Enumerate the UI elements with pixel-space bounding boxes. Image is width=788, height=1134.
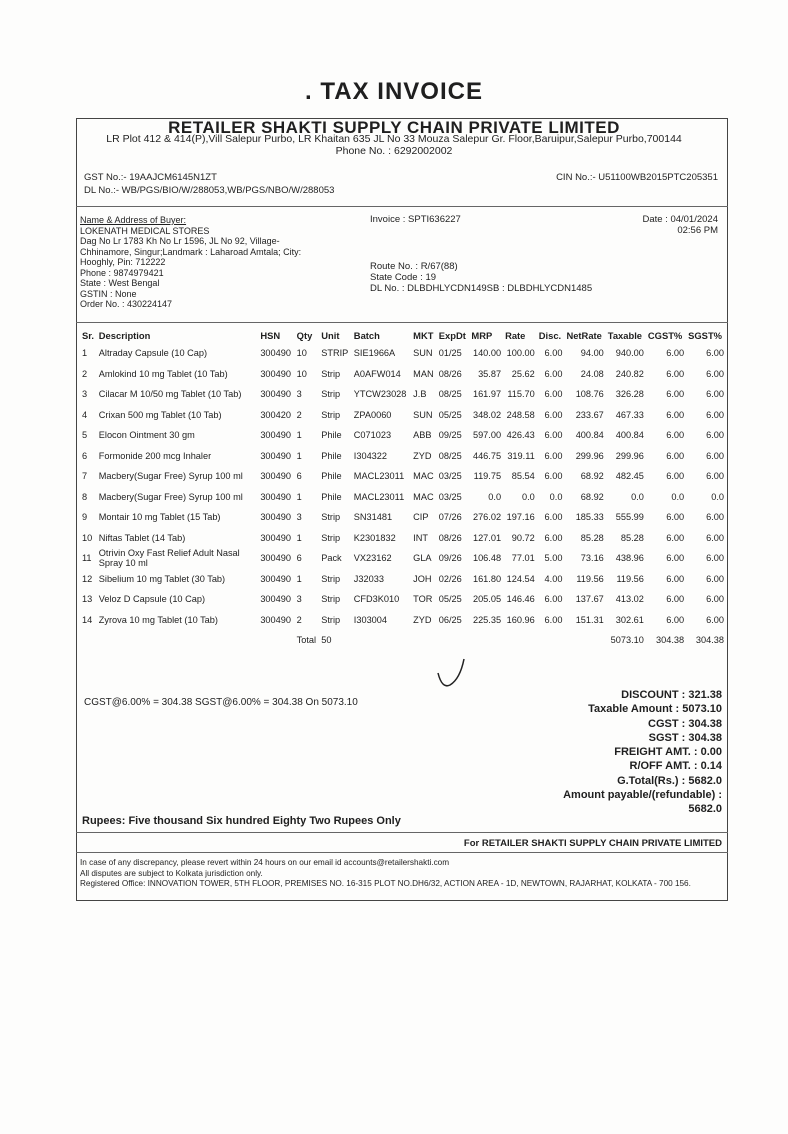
divider: [76, 832, 728, 833]
column-header: Description: [98, 330, 151, 341]
table-cell: INT: [413, 532, 428, 543]
table-cell: 01/25: [438, 348, 462, 359]
table-cell: 233.67: [575, 409, 604, 420]
table-cell: 240.82: [615, 368, 644, 379]
table-cell: Veloz D Capsule (10 Cap): [98, 594, 206, 605]
table-cell: 11: [82, 553, 92, 564]
table-cell: 300490: [260, 471, 291, 482]
column-header: Qty: [296, 330, 313, 341]
table-cell: 03/25: [438, 471, 462, 482]
table-cell: VX23162: [353, 553, 392, 564]
table-cell: 85.28: [580, 532, 604, 543]
column-header: ExpDt: [438, 330, 466, 341]
table-cell: 0.0: [549, 491, 563, 502]
table-cell: 3: [296, 512, 302, 523]
column-header: Taxable: [607, 330, 643, 341]
table-row: [80, 548, 726, 569]
buyer-phone: Phone : 9874979421: [80, 267, 164, 278]
table-cell: 1: [296, 450, 302, 461]
table-cell: 2: [296, 614, 302, 625]
buyer-gstin: GSTIN : None: [80, 288, 137, 299]
company-name: RETAILER SHAKTI SUPPLY CHAIN PRIVATE LIMITED: [168, 118, 620, 137]
table-cell: MAC: [413, 491, 434, 502]
table-cell: Otrivin Oxy Fast Relief Adult Nasal Spray 10 ml: [98, 548, 240, 569]
table-cell: 05/25: [438, 409, 462, 420]
table-cell: 400.84: [575, 430, 604, 441]
invoice-number: Invoice : SPTI636227: [370, 214, 461, 225]
table-cell: 12: [82, 573, 93, 584]
table-cell: 482.45: [615, 471, 644, 482]
table-cell: MACL23011: [353, 471, 405, 482]
table-cell: J32033: [353, 573, 384, 584]
invoice-dl-number: DL No. : DLBDHLYCDN149SB : DLBDHLYCDN1485: [370, 283, 593, 294]
company-address-block: [60, 133, 728, 157]
table-cell: 10: [82, 532, 93, 543]
table-cell: 6.00: [666, 594, 685, 605]
column-header: MRP: [471, 330, 493, 341]
table-row: [80, 384, 726, 405]
table-cell: 205.05: [472, 594, 502, 605]
table-cell: MACL23011: [353, 491, 405, 502]
table-cell: I304322: [353, 450, 388, 461]
table-cell: 6: [296, 553, 302, 564]
table-cell: 6.00: [666, 430, 685, 441]
table-cell: 05/25: [438, 594, 462, 605]
table-cell: 9: [82, 512, 88, 523]
table-cell: 4: [82, 409, 88, 420]
table-cell: 6: [296, 471, 302, 482]
table-cell: 106.48: [472, 553, 502, 564]
buyer-order-number: Order No. : 430224147: [80, 299, 173, 309]
table-cell: 597.00: [472, 430, 502, 441]
table-cell: 555.99: [615, 512, 644, 523]
table-cell: SUN: [413, 409, 433, 420]
table-cell: J.B: [413, 389, 427, 400]
table-cell: 124.54: [506, 573, 535, 584]
table-cell: 438.96: [615, 553, 644, 564]
table-cell: 276.02: [472, 512, 502, 523]
table-cell: 161.80: [472, 573, 502, 584]
buyer-state: State : West Bengal: [80, 278, 160, 288]
table-cell: A0AFW014: [353, 368, 401, 379]
table-cell: 6.00: [544, 512, 563, 523]
items-table: [80, 328, 726, 651]
table-cell: Formonide 200 mcg Inhaler: [98, 450, 212, 461]
table-cell: 09/25: [438, 430, 462, 441]
table-cell: 6.00: [666, 532, 685, 543]
amount-payable-label: Amount payable/(refundable) :: [563, 789, 722, 802]
table-row: [80, 569, 726, 590]
table-cell: 6.00: [666, 409, 685, 420]
table-row: [80, 610, 726, 631]
grand-total: G.Total(Rs.) : 5682.0: [617, 774, 722, 787]
table-cell: GLA: [413, 553, 432, 564]
table-cell: 300490: [260, 614, 291, 625]
table-row: [80, 364, 726, 385]
amount-payable-value: 5682.0: [688, 803, 722, 816]
table-cell: 0.0: [711, 491, 724, 502]
gst-number: GST No.:- 19AAJCM6145N1ZT: [84, 172, 217, 183]
table-cell: 6.00: [706, 553, 724, 564]
table-cell: 08/26: [438, 532, 462, 543]
column-header: HSN: [260, 330, 281, 341]
table-cell: 2: [296, 409, 302, 420]
table-cell: CIP: [413, 512, 429, 523]
table-cell: Zyrova 10 mg Tablet (10 Tab): [98, 614, 218, 625]
totals-block: [563, 688, 722, 817]
table-cell: 161.97: [472, 389, 502, 400]
table-cell: Strip: [321, 409, 341, 420]
table-cell: MAC: [413, 471, 434, 482]
table-cell: 6.00: [544, 368, 563, 379]
table-cell: 6.00: [706, 614, 724, 625]
handwritten-check-mark: [430, 655, 470, 695]
table-cell: SN31481: [353, 512, 393, 523]
divider: [76, 852, 728, 853]
table-cell: 326.28: [615, 389, 644, 400]
table-cell: 348.02: [472, 409, 502, 420]
table-cell: 06/25: [438, 614, 462, 625]
table-cell: 68.92: [580, 471, 604, 482]
table-cell: 85.54: [511, 471, 535, 482]
table-cell: Phile: [321, 430, 342, 441]
table-cell: 300490: [260, 348, 291, 359]
table-cell: 6.00: [544, 389, 563, 400]
table-cell: C071023: [353, 430, 392, 441]
table-cell: 08/25: [438, 389, 462, 400]
buyer-address-line: Hooghly, Pin: 712222: [80, 257, 166, 267]
table-cell: 6.00: [666, 553, 685, 564]
table-cell: 108.76: [575, 389, 604, 400]
company-phone: Phone No. : 6292002002: [335, 145, 453, 157]
table-total-row: [80, 630, 726, 651]
table-cell: 146.46: [506, 594, 535, 605]
table-cell: 6.00: [706, 512, 724, 523]
table-cell: 300420: [260, 409, 291, 420]
cgst-amount: CGST : 304.38: [648, 717, 722, 730]
table-cell: Montair 10 mg Tablet (15 Tab): [98, 512, 221, 523]
column-header: Batch: [353, 330, 380, 341]
table-cell: 6.00: [544, 409, 563, 420]
column-header: Disc.: [538, 330, 562, 341]
discount: DISCOUNT : 321.38: [621, 689, 722, 701]
table-cell: 7: [82, 471, 88, 482]
table-cell: 300490: [260, 553, 291, 564]
table-cell: 6.00: [666, 368, 685, 379]
table-cell: Strip: [321, 573, 341, 584]
column-header: Sr.: [82, 330, 94, 341]
table-cell: 300490: [260, 389, 291, 400]
table-cell: 5: [82, 430, 88, 441]
table-row: [80, 446, 726, 467]
table-cell: 09/26: [438, 553, 462, 564]
table-cell: 6.00: [666, 512, 685, 523]
table-cell: Phile: [321, 471, 342, 482]
gst-summary-line: CGST@6.00% = 304.38 SGST@6.00% = 304.38 On 5073.10: [84, 697, 358, 708]
table-cell: 119.56: [616, 573, 644, 584]
column-header: Unit: [321, 330, 340, 341]
for-company-signature: For RETAILER SHAKTI SUPPLY CHAIN PRIVATE LIMITED: [463, 838, 722, 849]
table-cell: 68.92: [580, 491, 604, 502]
table-cell: 6.00: [706, 389, 724, 400]
table-cell: 14: [82, 614, 93, 625]
table-cell: Amlokind 10 mg Tablet (10 Tab): [98, 368, 228, 379]
table-cell: 300490: [260, 430, 291, 441]
sgst-amount: SGST : 304.38: [648, 731, 722, 744]
items-table-body: [80, 343, 726, 630]
table-cell: 300490: [260, 368, 291, 379]
table-cell: 6.00: [544, 614, 563, 625]
table-cell: 151.31: [575, 614, 604, 625]
table-cell: JOH: [413, 573, 432, 584]
table-cell: 10: [296, 348, 307, 359]
table-cell: 03/25: [438, 491, 462, 502]
table-cell: 299.96: [615, 450, 644, 461]
table-cell: 300490: [260, 450, 291, 461]
table-cell: Strip: [321, 594, 341, 605]
table-cell: 6.00: [544, 430, 563, 441]
table-cell: 197.16: [506, 512, 535, 523]
table-cell: Elocon Ointment 30 gm: [98, 430, 195, 441]
table-cell: 300490: [260, 491, 291, 502]
buyer-block: [80, 215, 301, 310]
table-cell: Strip: [321, 368, 341, 379]
table-header-row: [80, 328, 726, 343]
table-cell: Phile: [321, 450, 342, 461]
table-cell: 3: [296, 389, 302, 400]
table-cell: 300490: [260, 532, 291, 543]
table-cell: 77.01: [511, 553, 535, 564]
buyer-heading: Name & Address of Buyer:: [80, 215, 187, 225]
table-cell: Sibelium 10 mg Tablet (30 Tab): [98, 573, 226, 584]
table-cell: 10: [296, 368, 307, 379]
table-cell: Altraday Capsule (10 Cap): [98, 348, 208, 359]
table-cell: Strip: [321, 512, 341, 523]
table-cell: 6.00: [706, 409, 724, 420]
table-cell: 940.00: [615, 348, 644, 359]
table-cell: 0.0: [671, 491, 685, 502]
divider: [76, 322, 728, 323]
table-cell: 1: [296, 532, 302, 543]
state-code: State Code : 19: [370, 272, 437, 283]
column-header: MKT: [413, 330, 434, 341]
table-cell: 185.33: [575, 512, 604, 523]
table-cell: 446.75: [472, 450, 502, 461]
column-header: Rate: [505, 330, 526, 341]
table-cell: 6.00: [706, 430, 724, 441]
table-cell: 6: [82, 450, 88, 461]
buyer-name: LOKENATH MEDICAL STORES: [80, 225, 210, 236]
column-header: SGST%: [688, 330, 723, 341]
table-cell: 6.00: [544, 348, 563, 359]
table-cell: 07/26: [438, 512, 462, 523]
table-cell: 6.00: [666, 573, 685, 584]
table-cell: MAN: [413, 368, 434, 379]
document-title: . TAX INVOICE: [305, 78, 483, 105]
table-cell: 6.00: [666, 614, 685, 625]
table-cell: Macbery(Sugar Free) Syrup 100 ml: [98, 471, 243, 482]
table-cell: 319.11: [507, 450, 535, 461]
table-cell: 299.96: [575, 450, 604, 461]
table-cell: 6.00: [666, 450, 685, 461]
invoice-date: Date : 04/01/2024: [642, 214, 718, 225]
column-header: NetRate: [566, 330, 602, 341]
route-number: Route No. : R/67(88): [370, 261, 458, 272]
table-row: [80, 589, 726, 610]
roff-amount: R/OFF AMT. : 0.14: [629, 760, 722, 773]
cin-number: CIN No.:- U51100WB2015PTC205351: [556, 172, 718, 183]
table-cell: 1: [82, 348, 88, 359]
table-cell: 1: [296, 573, 302, 584]
table-row: [80, 343, 726, 364]
table-cell: 0.0: [631, 491, 644, 502]
table-row: [80, 487, 726, 508]
footer-line: In case of any discrepancy, please revert within 24 hours on our email id accounts@retailershakti.com: [80, 858, 450, 867]
table-cell: 2: [82, 368, 88, 379]
table-cell: 6.00: [706, 450, 724, 461]
table-cell: 6.00: [706, 532, 724, 543]
table-cell: 100.00: [506, 348, 535, 359]
table-cell: YTCW23028: [353, 389, 407, 400]
table-cell: ZPA0060: [353, 409, 392, 420]
table-cell: 6.00: [706, 368, 724, 379]
table-cell: CFD3K010: [353, 594, 400, 605]
table-cell: 300490: [260, 573, 291, 584]
table-cell: 6.00: [706, 573, 724, 584]
table-row: [80, 507, 726, 528]
freight-amount: FREIGHT AMT. : 0.00: [614, 746, 722, 759]
table-cell: 248.58: [506, 409, 535, 420]
table-cell: 6.00: [544, 594, 563, 605]
table-cell: 225.35: [472, 614, 502, 625]
table-cell: 25.62: [511, 368, 535, 379]
buyer-address-line: Chhinamore, Singur;Landmark : Laharoad Amtala; City:: [80, 246, 302, 257]
table-cell: 6.00: [706, 348, 724, 359]
table-cell: 6.00: [706, 594, 724, 605]
table-cell: ABB: [413, 430, 432, 441]
table-cell: 426.43: [506, 430, 535, 441]
table-cell: TOR: [413, 594, 433, 605]
table-cell: 35.87: [478, 368, 502, 379]
total-cgst: 304.38: [656, 635, 685, 646]
dl-number: DL No.:- WB/PGS/BIO/W/288053,WB/PGS/NBO/W/288053: [84, 185, 335, 196]
total-label: Total: [296, 635, 317, 646]
table-cell: 90.72: [511, 532, 535, 543]
table-cell: 119.56: [576, 573, 604, 584]
footer-line: Registered Office: INNOVATION TOWER, 5TH FLOOR, PREMISES NO. 16-315 PLOT NO.DH6/32, ACTION AREA - 1D, NEWTOWN, RAJARHAT, KOLKATA - 700 156.: [80, 879, 691, 888]
table-cell: 300490: [260, 594, 291, 605]
table-cell: 6.00: [666, 471, 685, 482]
table-cell: Niftas Tablet (14 Tab): [98, 532, 186, 543]
table-cell: 6.00: [544, 450, 563, 461]
total-taxable: 5073.10: [610, 635, 644, 646]
total-sgst: 304.38: [695, 635, 724, 646]
table-cell: Strip: [321, 532, 341, 543]
table-cell: 119.75: [473, 471, 502, 482]
table-cell: 0.0: [521, 491, 535, 502]
table-cell: 24.08: [580, 368, 604, 379]
table-cell: 3: [296, 594, 302, 605]
table-cell: Crixan 500 mg Tablet (10 Tab): [98, 409, 222, 420]
table-cell: 5.00: [544, 553, 563, 564]
total-qty: 50: [321, 635, 332, 646]
table-cell: ZYD: [413, 614, 432, 625]
table-cell: SIE1966A: [353, 348, 396, 359]
invoice-time: 02:56 PM: [677, 225, 718, 236]
taxable-amount: Taxable Amount : 5073.10: [588, 703, 722, 716]
table-cell: 08/26: [438, 368, 462, 379]
footer-notes: [80, 858, 691, 890]
table-cell: ZYD: [413, 450, 432, 461]
table-cell: 137.67: [575, 594, 604, 605]
table-cell: 115.70: [507, 389, 535, 400]
table-cell: 3: [82, 389, 88, 400]
table-cell: 160.96: [506, 614, 535, 625]
table-cell: Pack: [321, 553, 342, 564]
table-cell: I303004: [353, 614, 388, 625]
table-cell: 127.01: [472, 532, 502, 543]
amount-in-words: Rupees: Five thousand Six hundred Eighty Two Rupees Only: [82, 815, 401, 827]
table-cell: SUN: [413, 348, 433, 359]
table-cell: 73.16: [580, 553, 604, 564]
table-cell: 6.00: [544, 471, 563, 482]
table-cell: 85.28: [620, 532, 644, 543]
table-row: [80, 425, 726, 446]
table-cell: 4.00: [544, 573, 563, 584]
table-cell: 6.00: [706, 471, 724, 482]
column-header: CGST%: [647, 330, 683, 341]
table-cell: 94.00: [580, 348, 604, 359]
table-cell: 300490: [260, 512, 291, 523]
table-cell: 0.0: [488, 491, 502, 502]
divider: [76, 206, 728, 207]
table-cell: 467.33: [615, 409, 644, 420]
table-cell: 1: [296, 491, 302, 502]
table-cell: 6.00: [666, 389, 685, 400]
table-cell: 140.00: [472, 348, 502, 359]
table-cell: K2301832: [353, 532, 396, 543]
table-cell: 8: [82, 491, 88, 502]
table-cell: Macbery(Sugar Free) Syrup 100 ml: [98, 491, 243, 502]
table-cell: Cilacar M 10/50 mg Tablet (10 Tab): [98, 389, 242, 400]
table-cell: 02/26: [438, 573, 462, 584]
table-cell: 6.00: [666, 348, 685, 359]
table-cell: 302.61: [615, 614, 644, 625]
company-address: LR Plot 412 & 414(P),Vill Salepur Purbo, LR Khaitan 635 JL No 33 Mouza Salepur Gr. Floor,Baruipur,Salepur Purbo,700144: [106, 133, 682, 145]
table-cell: STRIP: [321, 348, 349, 359]
table-cell: 13: [82, 594, 93, 605]
table-cell: Strip: [321, 614, 341, 625]
table-row: [80, 466, 726, 487]
table-cell: 1: [296, 430, 302, 441]
table-cell: 6.00: [544, 532, 563, 543]
table-cell: Strip: [321, 389, 341, 400]
table-cell: Phile: [321, 491, 342, 502]
table-cell: 413.02: [615, 594, 644, 605]
table-row: [80, 405, 726, 426]
table-cell: 400.84: [615, 430, 644, 441]
table-cell: 08/25: [438, 450, 462, 461]
footer-line: All disputes are subject to Kolkata jurisdiction only.: [80, 868, 263, 878]
table-row: [80, 528, 726, 549]
buyer-address-line: Dag No Lr 1783 Kh No Lr 1596, JL No 92, Village-: [80, 236, 280, 246]
